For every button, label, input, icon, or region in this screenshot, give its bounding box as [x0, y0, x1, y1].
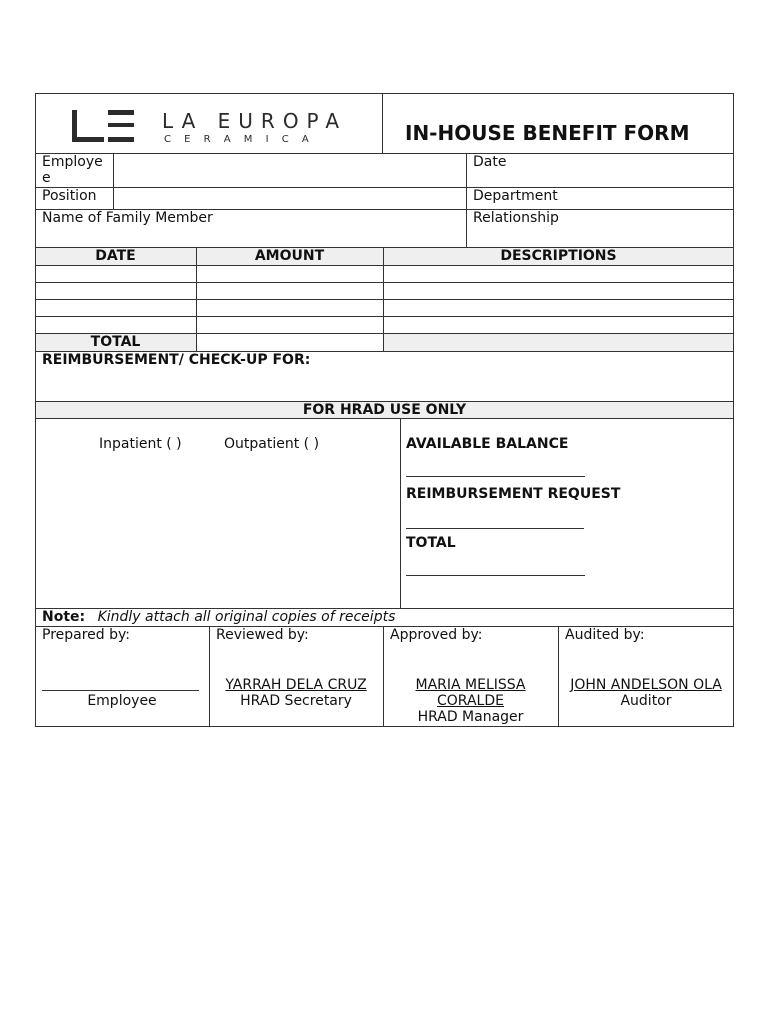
position-field[interactable]: [114, 188, 465, 208]
inpatient-option[interactable]: Inpatient ( ): [99, 436, 182, 452]
audited-name: JOHN ANDELSON OLA: [570, 677, 722, 693]
hrad-header: FOR HRAD USE ONLY: [302, 402, 467, 418]
position-label: Position: [42, 188, 97, 204]
header-divider: [382, 93, 383, 154]
reimbursement-request-line[interactable]: [406, 528, 584, 529]
table-row[interactable]: [36, 283, 733, 299]
reviewed-by-label: Reviewed by:: [216, 627, 309, 643]
available-balance-label: AVAILABLE BALANCE: [406, 436, 569, 452]
department-label: Department: [473, 188, 558, 204]
note-label: Note:: [42, 609, 86, 625]
approved-name-line2: CORALDE: [437, 693, 504, 709]
relationship-label: Relationship: [473, 210, 559, 226]
family-member-label: Name of Family Member: [42, 210, 213, 226]
relationship-field[interactable]: [467, 228, 733, 247]
prepared-role: Employee: [87, 693, 157, 709]
date-label: Date: [473, 154, 507, 170]
table-row[interactable]: [36, 300, 733, 316]
table-header-amount: AMOUNT: [254, 248, 325, 264]
note-text: Kindly attach all original copies of receipts: [97, 609, 396, 625]
approved-role: HRAD Manager: [417, 709, 524, 725]
employee-label: Employe e: [42, 154, 103, 186]
hrad-section: [35, 401, 734, 609]
hrad-header-line: [35, 418, 734, 419]
table-row[interactable]: [36, 266, 733, 282]
logo-subbrand-text: C E R A M I C A: [164, 134, 314, 145]
outpatient-option[interactable]: Outpatient ( ): [224, 436, 320, 452]
reviewed-role: HRAD Secretary: [240, 693, 352, 709]
reimbursement-label: REIMBURSEMENT/ CHECK-UP FOR:: [42, 352, 311, 368]
employee-field[interactable]: [114, 154, 465, 186]
table-total-label: TOTAL: [90, 334, 141, 350]
table-header-descriptions: DESCRIPTIONS: [500, 248, 617, 264]
audited-role: Auditor: [620, 693, 672, 709]
hrad-total-label: TOTAL: [406, 535, 456, 551]
family-member-field[interactable]: [36, 228, 465, 247]
audited-by-label: Audited by:: [565, 627, 645, 643]
hrad-col-line: [400, 418, 401, 609]
hrad-total-line[interactable]: [406, 575, 585, 576]
table-header-date: DATE: [95, 248, 136, 264]
reimbursement-field[interactable]: [36, 370, 733, 400]
prepared-signature-line[interactable]: [42, 690, 199, 691]
prepared-by-label: Prepared by:: [42, 627, 130, 643]
table-row[interactable]: [36, 317, 733, 333]
department-field[interactable]: [570, 188, 730, 208]
reviewed-name: YARRAH DELA CRUZ: [225, 677, 367, 693]
approved-by-label: Approved by:: [390, 627, 483, 643]
le-monogram-icon: [68, 108, 134, 148]
logo-brand-text: LA EUROPA: [162, 109, 348, 133]
available-balance-line[interactable]: [406, 476, 585, 477]
table-total-amount-field[interactable]: [197, 334, 382, 351]
company-logo: [62, 96, 354, 152]
form-title: IN-HOUSE BENEFIT FORM: [405, 121, 690, 145]
reimbursement-request-label: REIMBURSEMENT REQUEST: [406, 486, 621, 502]
note: [42, 609, 395, 625]
date-field[interactable]: [520, 154, 730, 186]
approved-name-line1: MARIA MELISSA: [415, 677, 526, 693]
